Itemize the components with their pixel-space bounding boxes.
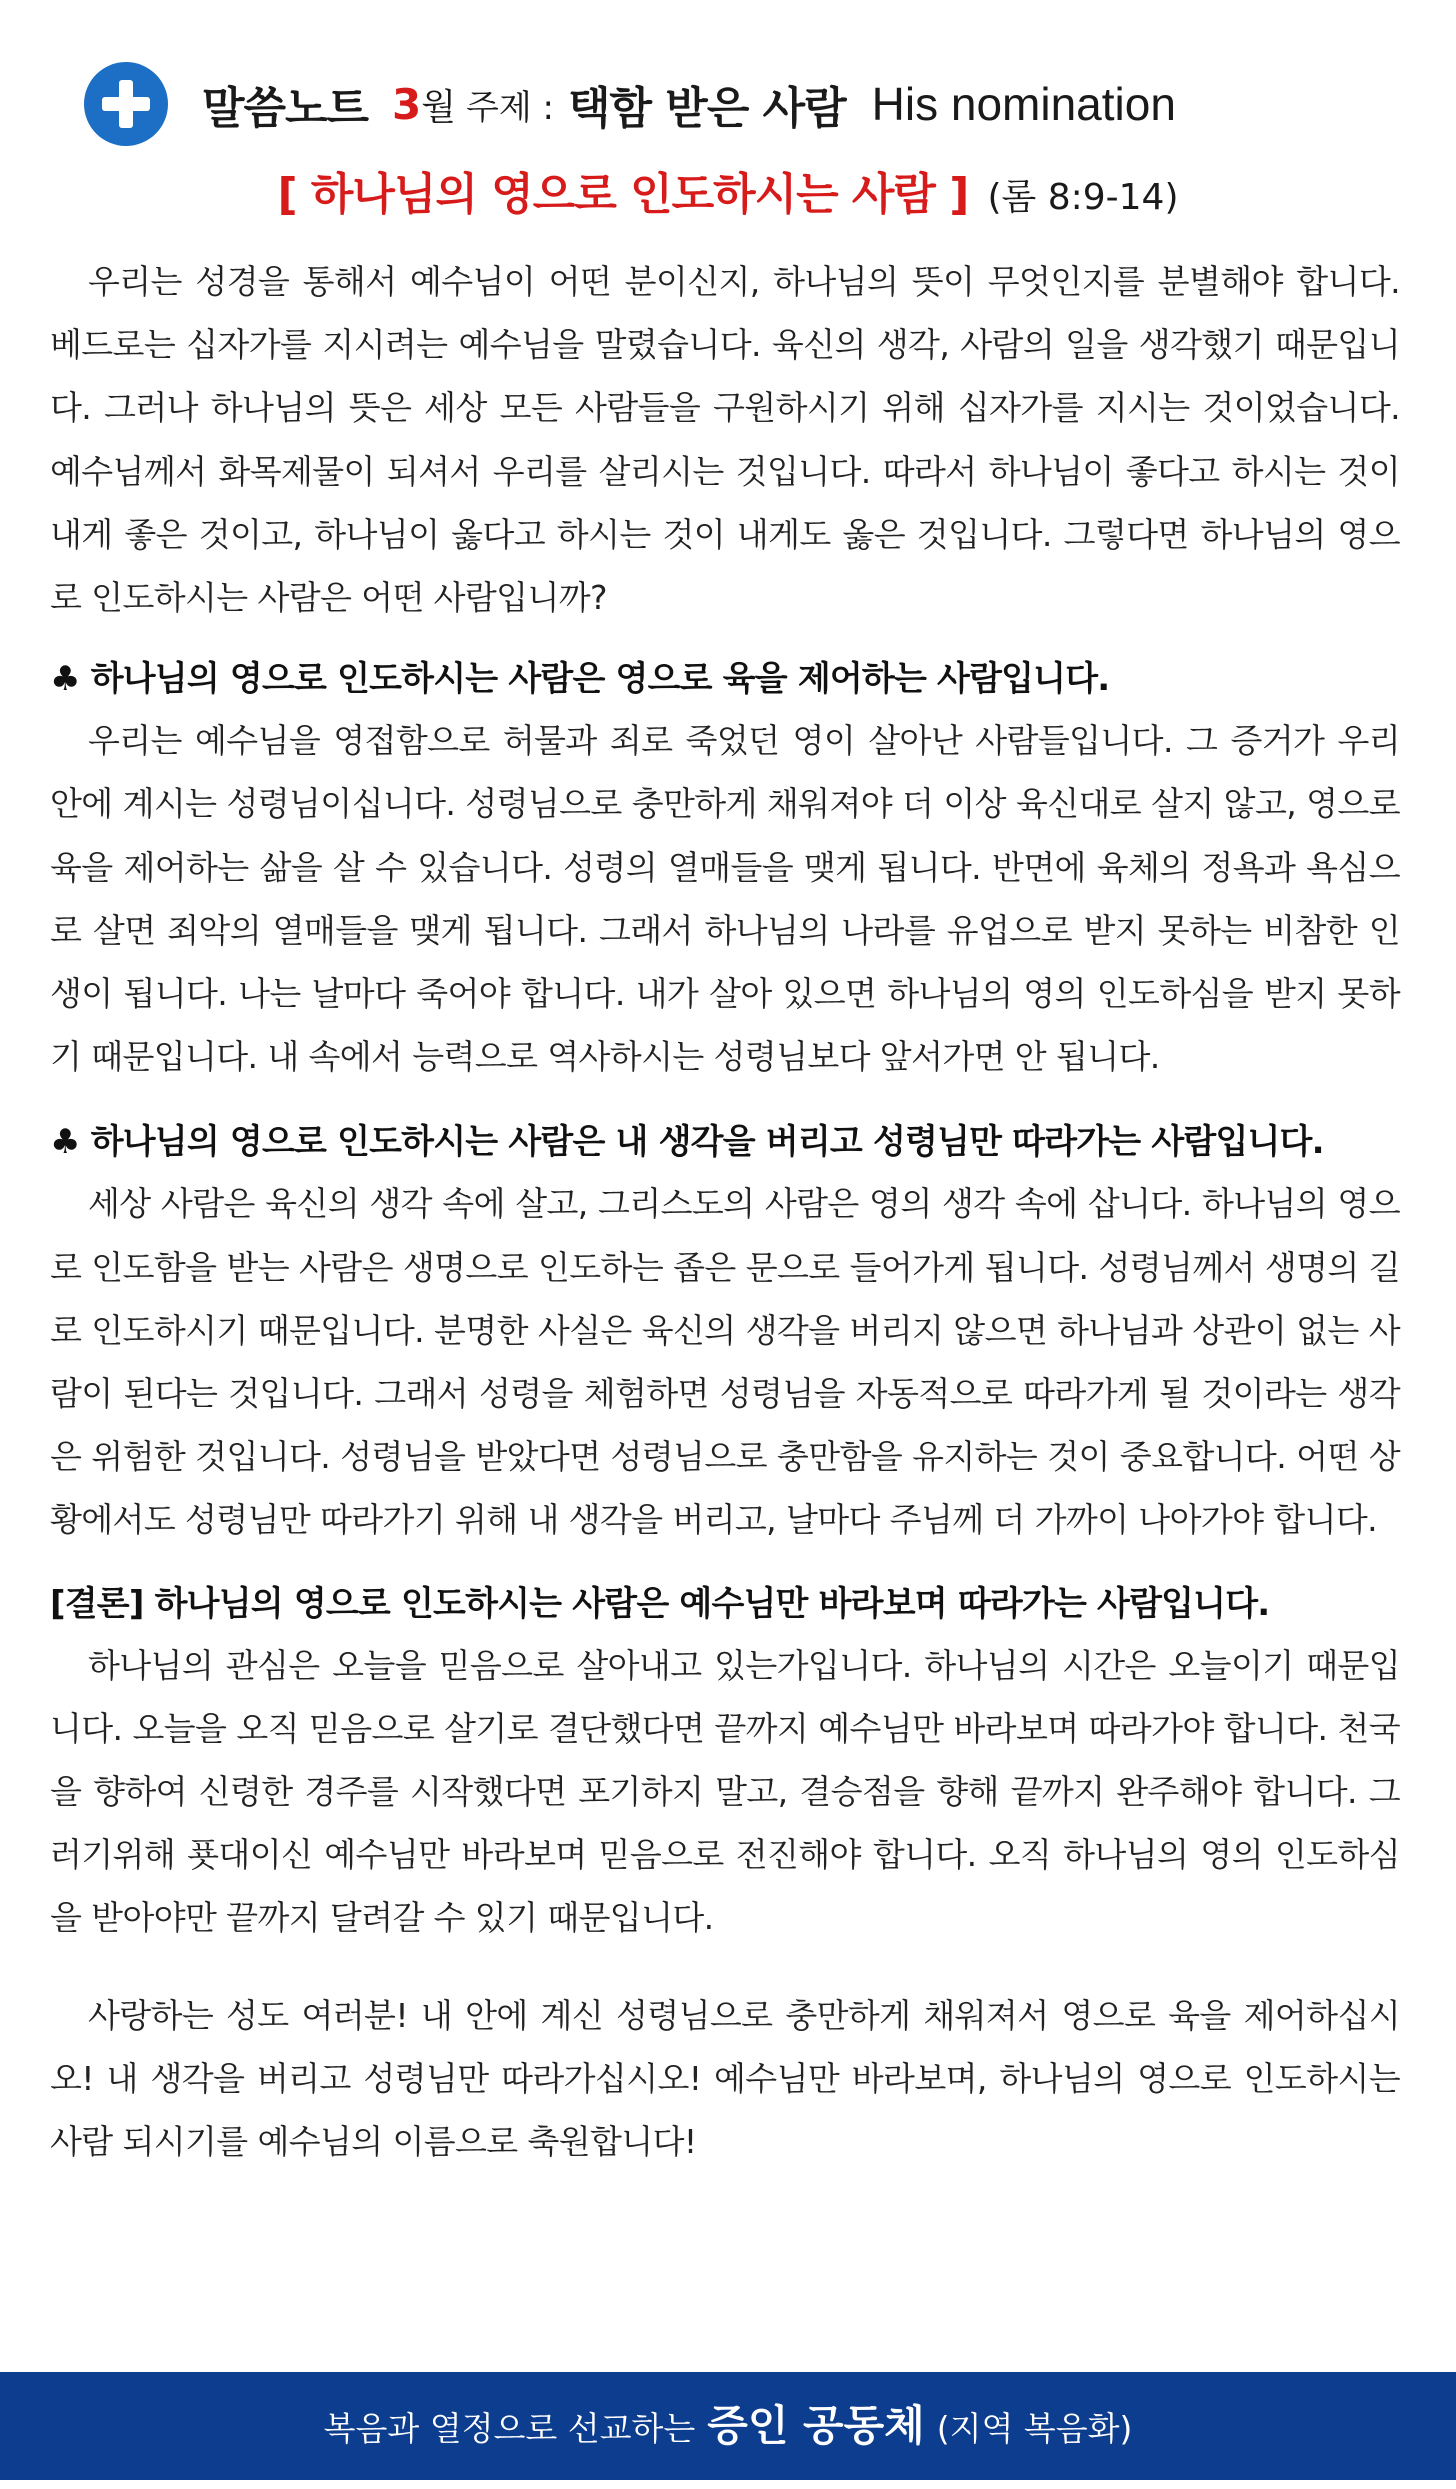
sermon-title-main: [ 하나님의 영으로 인도하시는 사람 ] <box>277 169 969 220</box>
month-suffix: 월 <box>421 86 457 128</box>
month-number: 3 <box>392 79 422 129</box>
conclusion-body: 하나님의 관심은 오늘을 믿음으로 살아내고 있는가입니다. 하나님의 시간은 오늘이기 때문입니다. 오늘을 오직 믿음으로 살기로 결단했다면 끝까지 예수님만 바라보며 따라가야 합니다. 천국을 향하여 신령한 경주를 시작했다면 포기하지 말고, 결승점을 향해 끝까지 완주해야 합니다. 그러기위해 푯대이신 예수님만 바라보며 믿음으로 전진해야 합니다. 오직 하나님의 영의 인도하심을 받아야만 끝까지 달려갈 수 있기 때문입니다. <box>50 1645 1400 1938</box>
sermon-title <box>0 162 1456 228</box>
cross-circle-icon <box>84 62 168 146</box>
theme-title: 택함 받은 사람 <box>567 83 846 134</box>
note-title: 말씀노트 <box>202 83 369 134</box>
intro-paragraph: 우리는 성경을 통해서 예수님이 어떤 분이신지, 하나님의 뜻이 무엇인지를 분별해야 합니다. 베드로는 십자가를 지시려는 예수님을 말렸습니다. 육신의 생각, 사람의 일을 생각했기 때문입니다. 그러나 하나님의 뜻은 세상 모든 사람들을 구원하시기 위해 십자가를 지시는 것이었습니다. 예수님께서 화목제물이 되셔서 우리를 살리시는 것입니다. 따라서 하나님이 좋다고 하시는 것이 내게 좋은 것이고, 하나님이 옳다고 하시는 것이 내게도 옳은 것입니다. 그렇다면 하나님의 영으로 인도하시는 사람은 어떤 사람입니까? <box>50 262 1400 618</box>
conclusion-heading: [결론] 하나님의 영으로 인도하시는 사람은 예수님만 바라보며 따라가는 사람입니다. <box>50 1583 1270 1624</box>
footer-lead: 복음과 열정으로 선교하는 <box>323 2409 696 2448</box>
footer-tail: (지역 복음화) <box>936 2409 1133 2448</box>
section-body-1: 우리는 예수님을 영접함으로 허물과 죄로 죽었던 영이 살아난 사람들입니다. 그 증거가 우리 안에 계시는 성령님이십니다. 성령님으로 충만하게 채워져야 더 이상 육신대로 살지 않고, 영으로 육을 제어하는 삶을 살 수 있습니다. 성령의 열매들을 맺게 됩니다. 반면에 육체의 정욕과 욕심으로 살면 죄악의 열매들을 맺게 됩니다. 그래서 하나님의 나라를 유업으로 받지 못하는 비참한 인생이 됩니다. 나는 날마다 죽어야 합니다. 내가 살아 있으면 하나님의 영의 인도하심을 받지 못하기 때문입니다. 내 속에서 능력으로 역사하시는 성령님보다 앞서가면 안 됩니다. <box>50 721 1400 1077</box>
theme-label: 주제 : <box>466 87 554 128</box>
section-body-2: 세상 사람은 육신의 생각 속에 살고, 그리스도의 사람은 영의 생각 속에 삽니다. 하나님의 영으로 인도함을 받는 사람은 생명으로 인도하는 좁은 문으로 들어가게 됩니다. 성령님께서 생명의 길로 인도하시기 때문입니다. 분명한 사실은 육신의 생각을 버리지 않으면 하나님과 상관이 없는 사람이 된다는 것입니다. 그래서 성령을 체험하면 성령님을 자동적으로 따라가게 될 것이라는 생각은 위험한 것입니다. 성령님을 받았다면 성령님으로 충만함을 유지하는 것이 중요합니다. 어떤 상황에서도 성령님만 따라가기 위해 내 생각을 버리고, 날마다 주님께 더 가까이 나아가야 합니다. <box>50 1184 1400 1540</box>
footer-banner <box>0 2372 1456 2480</box>
theme-english: His nomination <box>871 78 1176 130</box>
scripture-reference: (롬 8:9-14) <box>987 177 1179 218</box>
sermon-body <box>50 250 1400 2173</box>
header <box>84 64 1176 144</box>
footer-name: 증인 공동체 <box>707 2401 925 2450</box>
section-heading-1: ♣ 하나님의 영으로 인도하시는 사람은 영으로 육을 제어하는 사람입니다. <box>50 659 1110 700</box>
closing-paragraph: 사랑하는 성도 여러분! 내 안에 계신 성령님으로 충만하게 채워져서 영으로 육을 제어하십시오! 내 생각을 버리고 성령님만 따라가십시오! 예수님만 바라보며, 하나님의 영으로 인도하시는 사람 되시기를 예수님의 이름으로 축원합니다! <box>50 1995 1400 2162</box>
section-heading-2: ♣ 하나님의 영으로 인도하시는 사람은 내 생각을 버리고 성령님만 따라가는 사람입니다. <box>50 1122 1324 1163</box>
